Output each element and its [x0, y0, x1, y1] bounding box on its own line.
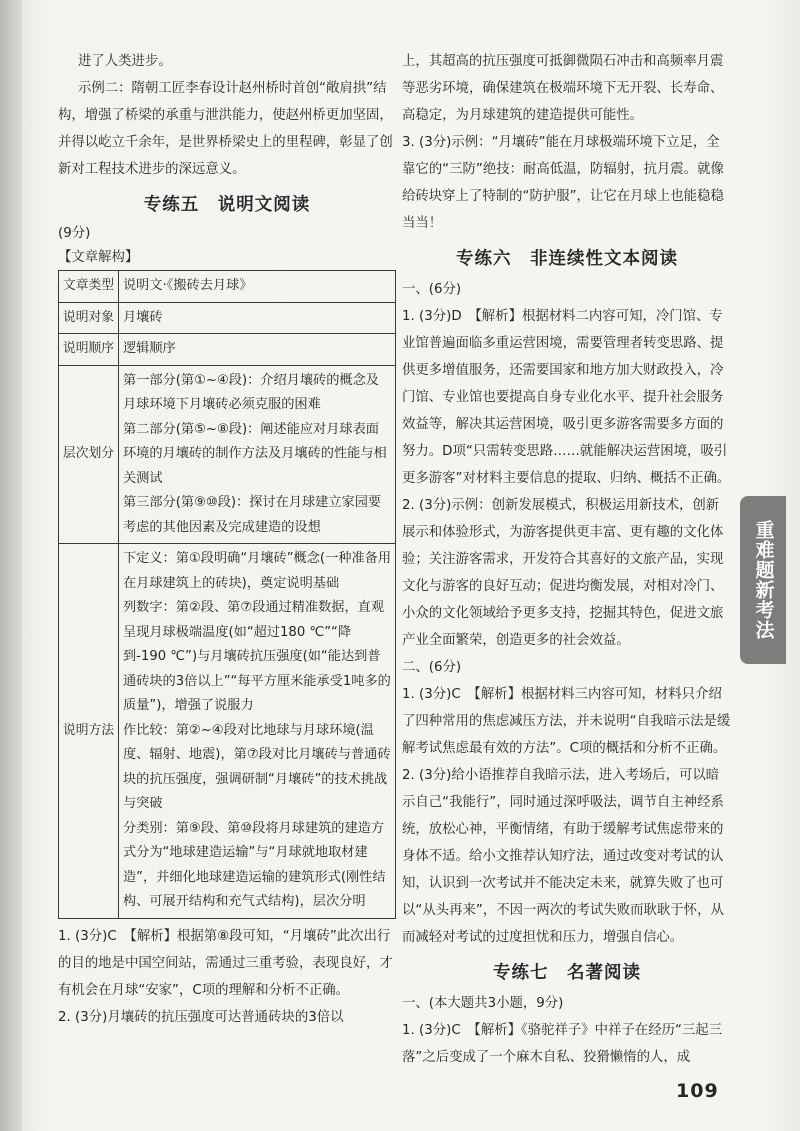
section-5-answer-3: 3. (3分)示例：“月壤砖”能在月球极端环境下立足，全靠它的“三防”绝技：耐高低温，防辐射，抗月震。就像给砖块穿上了特制的“防护服”，让它在月球上也能稳稳当当！ — [402, 135, 724, 231]
row-label: 说明方法 — [59, 544, 119, 919]
section-7-part-1: 一、(本大题共3小题，9分) — [402, 996, 564, 1011]
section-5-answer-2-cont: 上，其超高的抗压强度可抵御微陨石冲击和高频率月震等恶劣环境，确保建筑在极端环境下无开裂、长寿命、高稳定，为月球建筑的建造提供可能性。 — [402, 54, 724, 123]
section-6-answer-4: 2. (3分)给小语推荐自我暗示法，进入考场后，可以暗示自己“我能行”，同时通过深呼吸法，调节自主神经系统，放松心神，平衡情绪，有助于缓解考试焦虑带来的身体不适。给小文推荐认知疗法，通过改变对考试的认知，认识到一次考试并不能决定未来，就算失败了也可以“从头再来”，不因一两次的考试失败而耿耿于怀，从而减轻对考试的过度担忧和压力，增强自信心。 — [402, 768, 724, 945]
book-spine-shadow — [0, 0, 22, 1131]
section-6-answer-1: 1. (3分)D 【解析】根据材料二内容可知，冷门馆、专业馆普遍面临多重运营困境，需要管理者转变思路、提供更多增值服务，还需要国家和地方加大财政投入，冷门馆、专业馆也要提高自身专业化水平、提升社会服务效益等，解决其运营困境，吸引更多游客需要多方面的努力。D项“只需转变思路……就能解决运营困境，吸引更多游客”对材料主要信息的提取、归纳、概括不正确。 — [402, 309, 731, 486]
section-6-answer-3: 1. (3分)C 【解析】根据材料三内容可知，材料只介绍了四种常用的焦虑减压方法，并未说明“自我暗示法是缓解考试焦虑最有效的方法”。C项的概括和分析不正确。 — [402, 687, 731, 756]
section-5-score: (9分) — [58, 226, 91, 241]
intro-line-1: 进了人类进步。 — [78, 54, 172, 69]
row-label: 文章类型 — [59, 271, 119, 303]
row-content: 月壤砖 — [119, 302, 396, 334]
row-label: 说明对象 — [59, 302, 119, 334]
section-5-answer-1: 1. (3分)C 【解析】根据第⑧段可知，“月壤砖”此次出行的目的地是中国空间站，需通过三重考验，表现良好，才有机会在月球“安家”，C项的理解和分析不正确。 — [58, 928, 393, 998]
section-7-answer-1: 1. (3分)C 【解析】《骆驼祥子》中祥子在经历“三起三落”之后变成了一个麻木自私、狡猾懒惰的人，成 — [402, 1023, 723, 1065]
right-column — [402, 48, 732, 1071]
row-content: 第一部分(第①~④段)：介绍月壤砖的概念及月球环境下月壤砖必须克服的困难 第二部分(第⑤~⑧段)：阐述能应对月球表面环境的月壤砖的制作方法及月壤砖的性能与相关测试 第三部分(第⑨⑩段)：探讨在月球建立家园要考虑的其他因素及完成建造的设想 — [119, 365, 396, 544]
page-number: 109 — [676, 1080, 719, 1102]
row-content: 下定义：第①段明确“月壤砖”概念(一种准备用在月球建筑上的砖块)，奠定说明基础 列数字：第②段、第⑦段通过精准数据，直观呈现月球极端温度(如“超过180 ℃”“降到-190 ℃”)与月壤砖抗压强度(如“能达到普通砖块的3倍以上”“每平方厘米能承受1吨多的质量”)，增强了说服力 作比较：第②~④段对比地球与月球环境(温度、辐射、地震)，第⑦段对比月壤砖与普通砖块的抗压强度，强调研制“月壤砖”的技术挑战与突破 分类别：第⑨段、第⑩段将月球建筑的建造方式分为“地球建造运输”与“月球就地取材建造”，并细化地球建造运输的建筑形式(刚性结构、可展开结构和充气式结构)，层次分明 — [119, 544, 396, 919]
table-row — [59, 302, 396, 334]
article-structure-table — [58, 270, 396, 919]
row-label: 层次划分 — [59, 365, 119, 544]
side-tab-label: 重难题新考法 — [740, 496, 786, 664]
section-6-part-1: 一、(6分) — [402, 282, 462, 297]
table-row — [59, 544, 396, 919]
table-row — [59, 334, 396, 366]
section-5-title: 专练五 说明文阅读 — [143, 195, 311, 215]
section-6-part-2: 二、(6分) — [402, 660, 462, 675]
section-7-title: 专练七 名著阅读 — [493, 963, 641, 983]
example-two-paragraph: 示例二：隋朝工匠李春设计赵州桥时首创“敞肩拱”结构，增强了桥梁的承重与泄洪能力，使赵州桥更加坚固，并得以屹立千余年，是世界桥梁史上的里程碑，彰显了创新对工程技术进步的深远意义。 — [58, 81, 393, 177]
table-row — [59, 271, 396, 303]
row-content: 说明文·《搬砖去月球》 — [119, 271, 396, 303]
table-row — [59, 365, 396, 544]
row-content: 逻辑顺序 — [119, 334, 396, 366]
section-5-answer-2-start: 2. (3分)月壤砖的抗压强度可达普通砖块的3倍以 — [58, 1009, 344, 1025]
section-6-title: 专练六 非连续性文本阅读 — [456, 249, 678, 269]
left-column — [58, 48, 396, 1031]
structure-tag: 【文章解构】 — [58, 250, 139, 265]
row-label: 说明顺序 — [59, 334, 119, 366]
section-6-answer-2: 2. (3分)示例：创新发展模式，积极运用新技术，创新展示和体验形式，为游客提供更丰富、更有趣的文化体验；关注游客需求，开发符合其喜好的文旅产品，实现文化与游客的良好互动；促进均衡发展，对相对冷门、小众的文化领域给予更多支持，挖掘其特色，促进文旅产业全面繁荣，创造更多的社会效益。 — [402, 498, 724, 648]
